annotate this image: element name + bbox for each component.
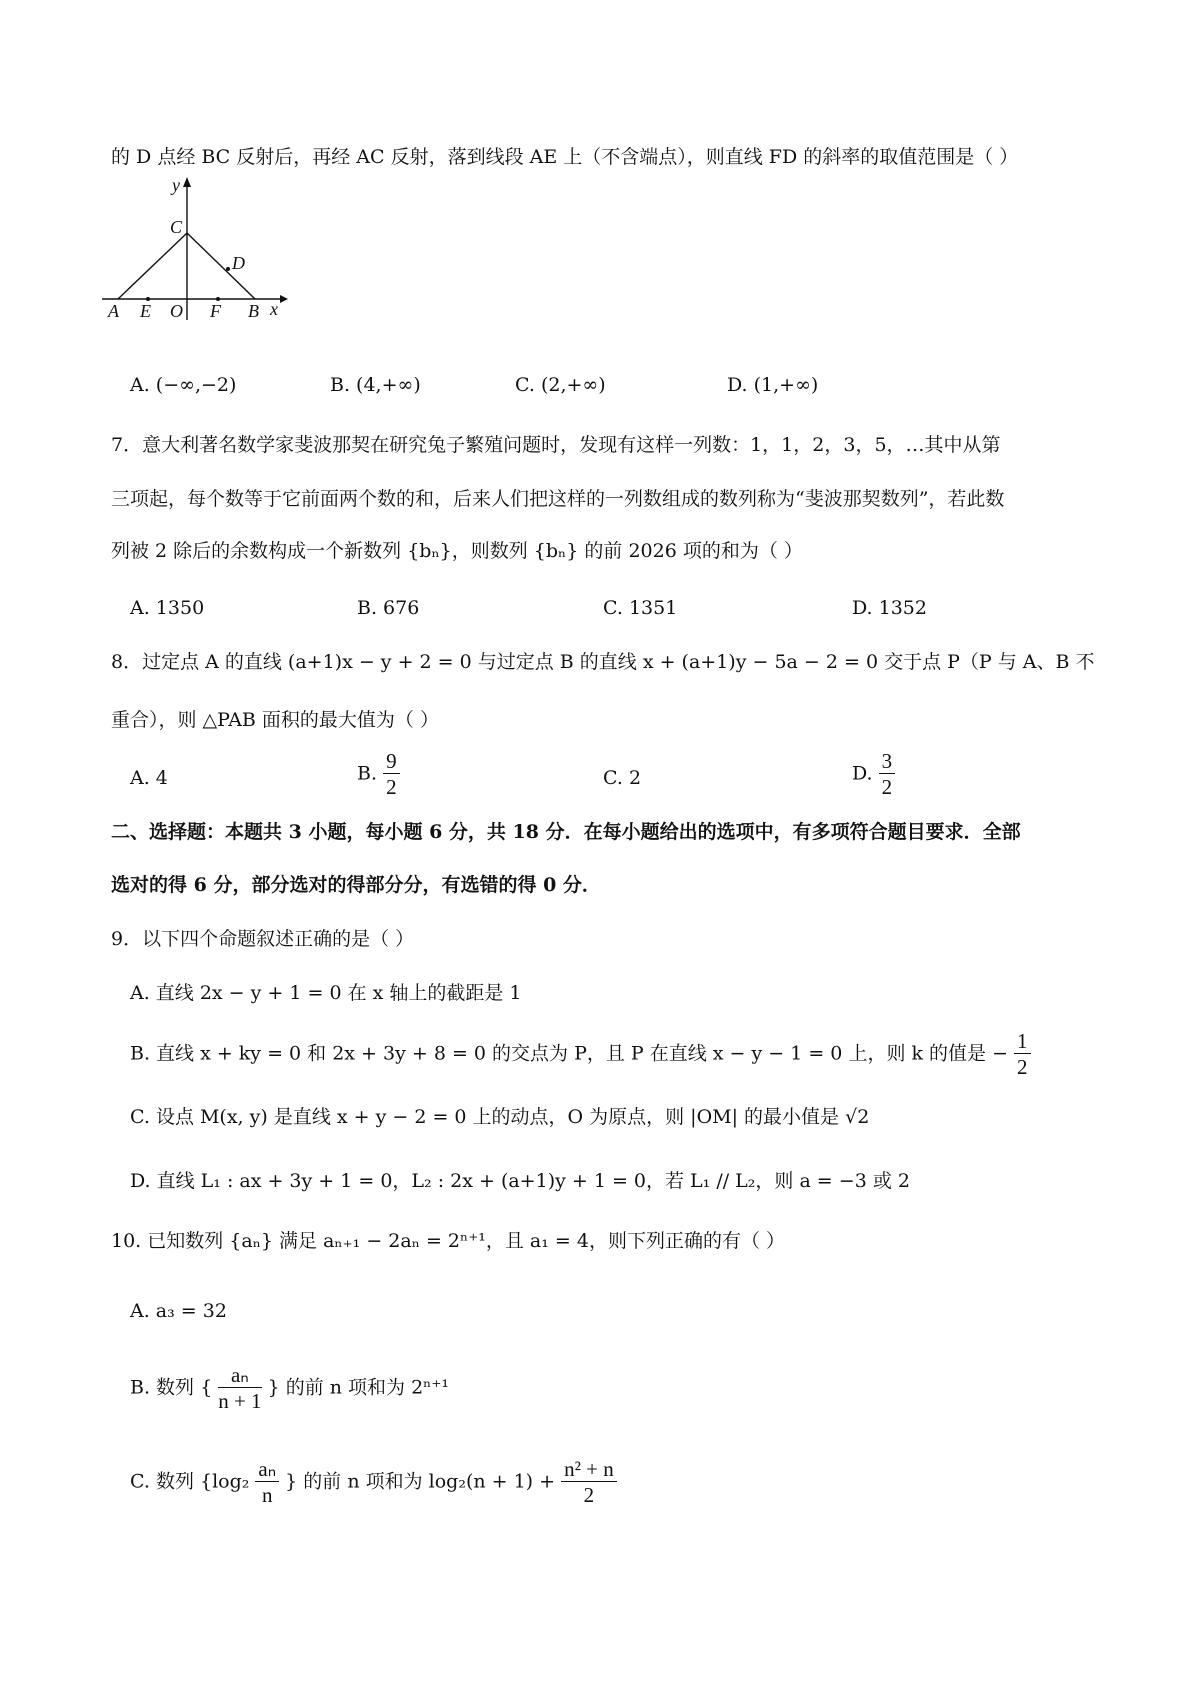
q8-option-d-label: D. <box>852 762 873 785</box>
q10-option-c-fraction1 <box>255 1458 279 1506</box>
q8-line2: 重合），则 △PAB 面积的最大值为（ ） <box>111 709 439 731</box>
q7-line2: 三项起，每个数等于它前面两个数的和，后来人们把这样的一列数组成的数列称为“斐波那契数列”，若此数 <box>111 488 1005 510</box>
q9-option-a: A. 直线 2x − y + 1 = 0 在 x 轴上的截距是 1 <box>130 982 522 1004</box>
point-D-label: D <box>232 253 245 273</box>
q8-option-b-label: B. <box>357 762 378 785</box>
fraction-denominator: 2 <box>583 1483 595 1508</box>
q7-option-d: D. 1352 <box>852 597 927 619</box>
q8-option-d <box>852 750 895 798</box>
q8-option-b-fraction <box>383 750 400 798</box>
point-A-label: A <box>108 301 119 321</box>
q8-line1: 8．过定点 A 的直线 (a+1)x − y + 2 = 0 与过定点 B 的直线 x + (a+1)y − 5a − 2 = 0 交于点 P（P 与 A、B 不 <box>111 651 1095 673</box>
q7-line1: 7．意大利著名数学家斐波那契在研究兔子繁殖问题时，发现有这样一列数：1，1，2，3，5，…其中从第 <box>111 434 1001 456</box>
q10-option-b <box>130 1364 449 1412</box>
point-O-label: O <box>170 301 183 321</box>
x-axis-label: x <box>270 299 278 319</box>
q10-stem: 10. 已知数列 {aₙ} 满足 aₙ₊₁ − 2aₙ = 2ⁿ⁺¹，且 a₁ = 4，则下列正确的有（ ） <box>111 1230 785 1252</box>
fraction-denominator: n <box>262 1483 273 1508</box>
q10-option-c-fraction2 <box>561 1458 617 1506</box>
q9-option-c: C. 设点 M(x, y) 是直线 x + y − 2 = 0 上的动点，O 为原点，则 |OM| 的最小值是 √2 <box>130 1106 870 1128</box>
q7-option-a: A. 1350 <box>130 597 205 619</box>
q9-option-d: D. 直线 L₁ : ax + 3y + 1 = 0，L₂ : 2x + (a+1)y + 1 = 0，若 L₁ // L₂，则 a = −3 或 2 <box>130 1170 910 1192</box>
y-axis-label: y <box>172 175 180 195</box>
fraction-numerator: n² + n <box>561 1458 617 1482</box>
fraction-denominator: n + 1 <box>218 1389 262 1414</box>
q6-option-b: B. (4,+∞) <box>330 374 421 396</box>
q8-option-d-fraction <box>879 750 896 798</box>
q10-option-a: A. a₃ = 32 <box>130 1300 227 1322</box>
q9-option-b-fraction <box>1014 1030 1031 1078</box>
fraction-denominator: 2 <box>881 775 893 800</box>
point-F-label: F <box>210 301 221 321</box>
point-B-label: B <box>248 301 259 321</box>
fraction-numerator: 9 <box>383 750 400 774</box>
q7-option-b: B. 676 <box>357 597 420 619</box>
section2-line1: 二、选择题：本题共 3 小题，每小题 6 分，共 18 分．在每小题给出的选项中，有多项符合题目要求．全部 <box>111 821 1021 843</box>
point-C-label: C <box>170 217 183 237</box>
q10-option-c-middle: } 的前 n 项和为 log₂(n + 1) + <box>285 1470 556 1493</box>
point-E-label: E <box>140 301 151 321</box>
q9-stem: 9．以下四个命题叙述正确的是（ ） <box>111 928 415 950</box>
q6-option-a: A. (−∞,−2) <box>130 374 237 396</box>
fraction-numerator: 1 <box>1014 1030 1031 1054</box>
q7-line3: 列被 2 除后的余数构成一个新数列 {bₙ}，则数列 {bₙ} 的前 2026 项的和为（ ） <box>111 540 803 562</box>
fraction-numerator: aₙ <box>255 1458 279 1482</box>
fraction-denominator: 2 <box>1017 1055 1028 1080</box>
q8-option-a: A. 4 <box>130 767 168 789</box>
q9-option-b <box>130 1030 1031 1078</box>
fraction-denominator: 2 <box>386 775 397 800</box>
q8-option-b <box>357 750 400 798</box>
q6-option-d: D. (1,+∞) <box>727 374 819 396</box>
fraction-numerator: 3 <box>879 750 896 774</box>
q6-stem-continued: 的 D 点经 BC 反射后，再经 AC 反射，落到线段 AE 上（不含端点），则直线 FD 的斜率的取值范围是（ ） <box>111 146 1019 168</box>
q10-option-b-prefix: B. 数列 { <box>130 1376 213 1399</box>
fraction-numerator: aₙ <box>218 1364 261 1388</box>
q8-option-c: C. 2 <box>603 767 642 789</box>
q7-option-c: C. 1351 <box>603 597 678 619</box>
q6-option-c: C. (2,+∞) <box>515 374 606 396</box>
q10-option-c-prefix: C. 数列 {log₂ <box>130 1470 250 1493</box>
section2-line2: 选对的得 6 分，部分选对的得部分分，有选错的得 0 分． <box>111 874 601 896</box>
q10-option-b-suffix: } 的前 n 项和为 2ⁿ⁺¹ <box>267 1376 450 1399</box>
q10-option-b-fraction <box>218 1364 261 1412</box>
q6-figure <box>100 175 300 325</box>
q9-option-b-text: B. 直线 x + ky = 0 和 2x + 3y + 8 = 0 的交点为 P，且 P 在直线 x − y − 1 = 0 上，则 k 的值是 − <box>130 1042 1008 1065</box>
q10-option-c <box>130 1458 617 1506</box>
